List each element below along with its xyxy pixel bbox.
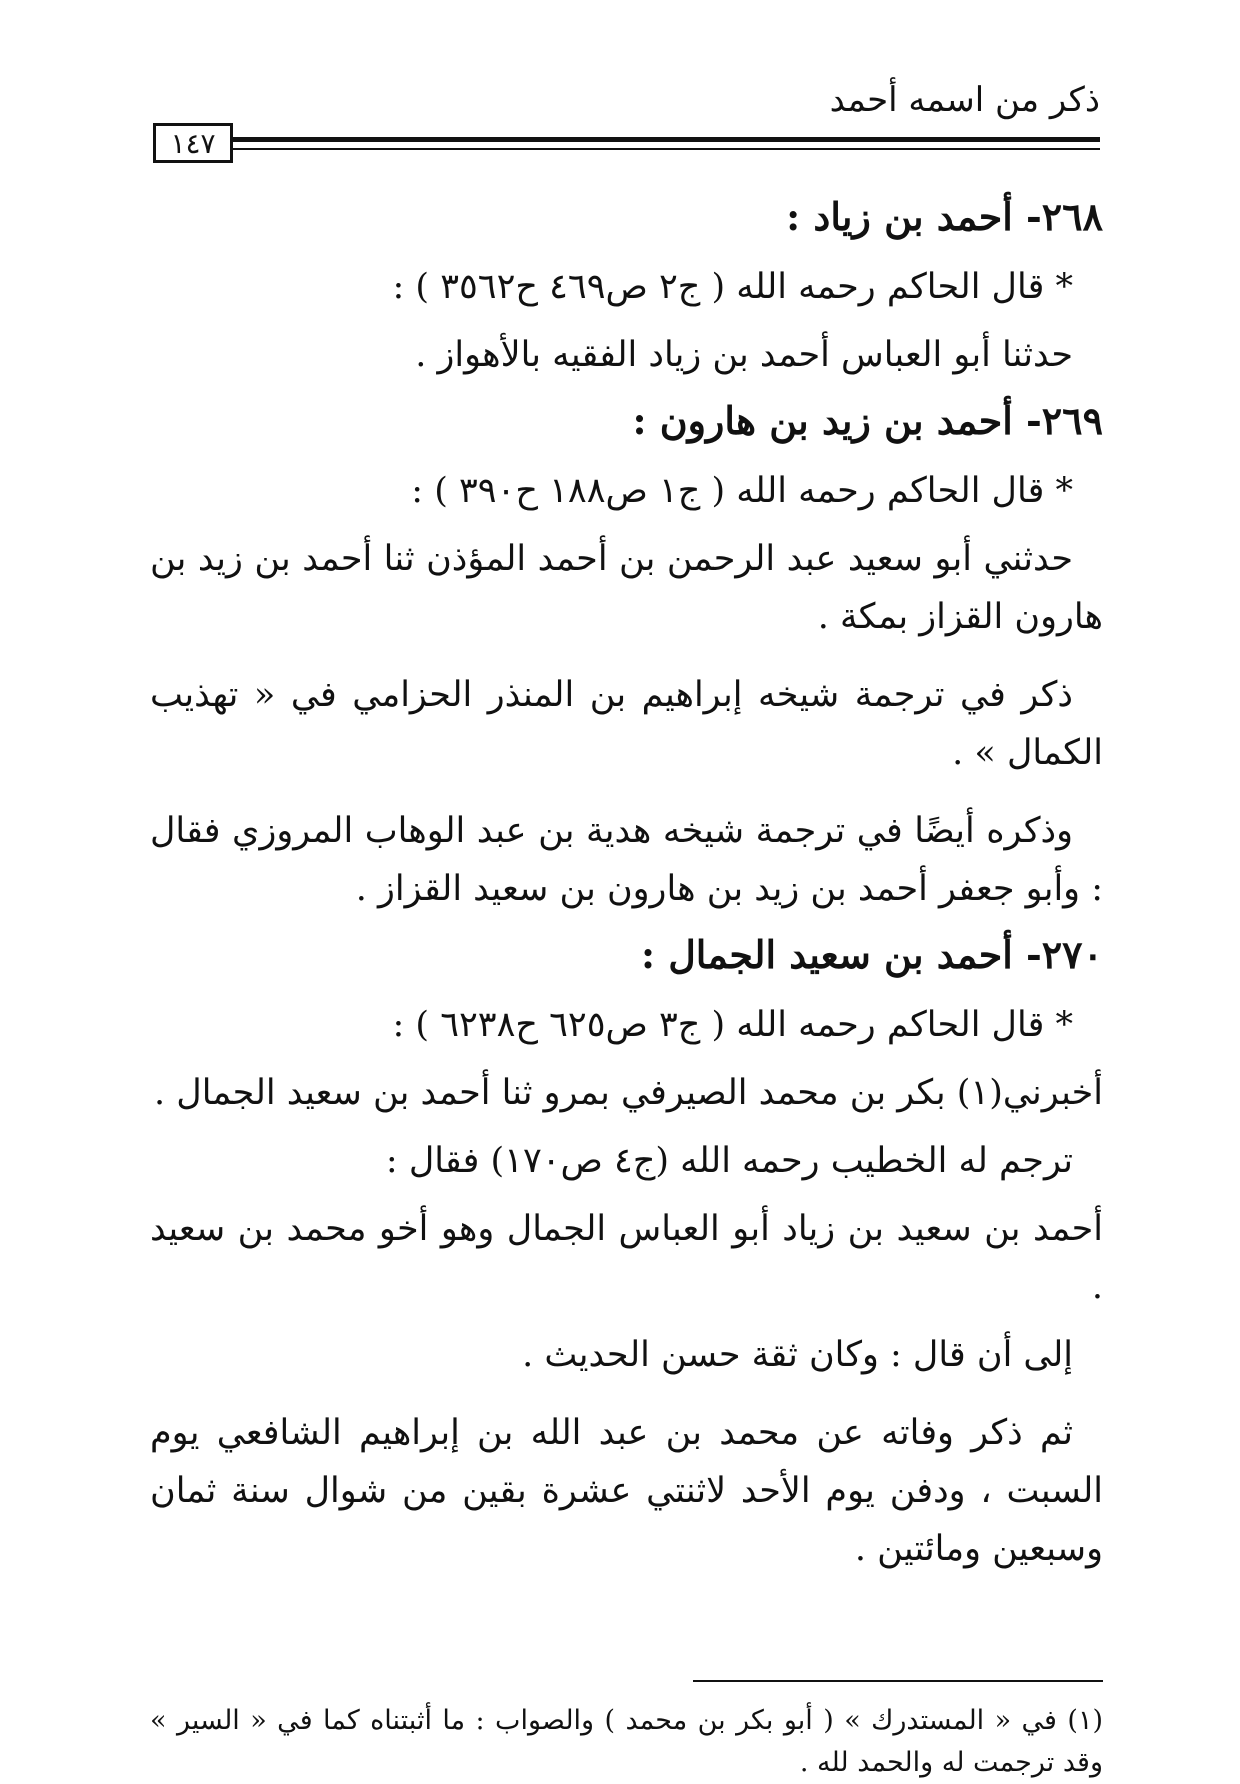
entry-paragraph: أحمد بن سعيد بن زياد أبو العباس الجمال وهو أخو محمد بن سعيد . bbox=[150, 1209, 1103, 1307]
header-rule-thin bbox=[233, 148, 1100, 150]
entry-paragraph: إلى أن قال : وكان ثقة حسن الحديث . bbox=[522, 1335, 1073, 1375]
entry-heading: ٢٦٨- أحمد بن زياد : bbox=[786, 194, 1103, 239]
entry-paragraph: حدثنا أبو العباس أحمد بن زياد الفقيه بالأهواز . bbox=[415, 335, 1073, 375]
page-number: ١٤٧ bbox=[153, 123, 233, 163]
entry-paragraph: ترجم له الخطيب رحمه الله (ج٤ ص١٧٠) فقال : bbox=[385, 1141, 1073, 1181]
body-text bbox=[150, 190, 1103, 1588]
entry-paragraph: حدثني أبو سعيد عبد الرحمن بن أحمد المؤذن ثنا أحمد بن زيد بن هارون القزاز بمكة . bbox=[150, 539, 1103, 637]
running-head: ذكر من اسمه أحمد bbox=[829, 80, 1100, 120]
entry-citation: * قال الحاكم رحمه الله ( ج٢ ص٤٦٩ ح٣٥٦٢ ) : bbox=[392, 267, 1073, 307]
entry-heading: ٢٧٠- أحمد بن سعيد الجمال : bbox=[640, 932, 1103, 977]
entry-paragraph: وذكره أيضًا في ترجمة شيخه هدية بن عبد الوهاب المروزي فقال : وأبو جعفر أحمد بن زيد بن هارون بن سعيد القزاز . bbox=[150, 811, 1103, 909]
footnote-rule bbox=[693, 1680, 1103, 1682]
entry-paragraph: أخبرني(١) بكر بن محمد الصيرفي بمرو ثنا أحمد بن سعيد الجمال . bbox=[154, 1073, 1103, 1113]
entry-heading: ٢٦٩- أحمد بن زيد بن هارون : bbox=[632, 398, 1103, 443]
footnote: (١) في « المستدرك » ( أبو بكر بن محمد ) والصواب : ما أثبتناه كما في « السير » وقد ترجمت له والحمد لله . bbox=[150, 1705, 1103, 1778]
entry-citation: * قال الحاكم رحمه الله ( ج١ ص١٨٨ ح٣٩٠ ) : bbox=[411, 471, 1073, 511]
entry-citation: * قال الحاكم رحمه الله ( ج٣ ص٦٢٥ ح٦٢٣٨ ) : bbox=[392, 1005, 1073, 1045]
header-rule-thick bbox=[233, 137, 1100, 142]
entry-paragraph: ذكر في ترجمة شيخه إبراهيم بن المنذر الحزامي في « تهذيب الكمال » . bbox=[150, 675, 1103, 773]
entry-paragraph: ثم ذكر وفاته عن محمد بن عبد الله بن إبراهيم الشافعي يوم السبت ، ودفن يوم الأحد لاثنتي عشرة بقين من شوال سنة ثمان وسبعين ومائتين . bbox=[150, 1413, 1103, 1569]
